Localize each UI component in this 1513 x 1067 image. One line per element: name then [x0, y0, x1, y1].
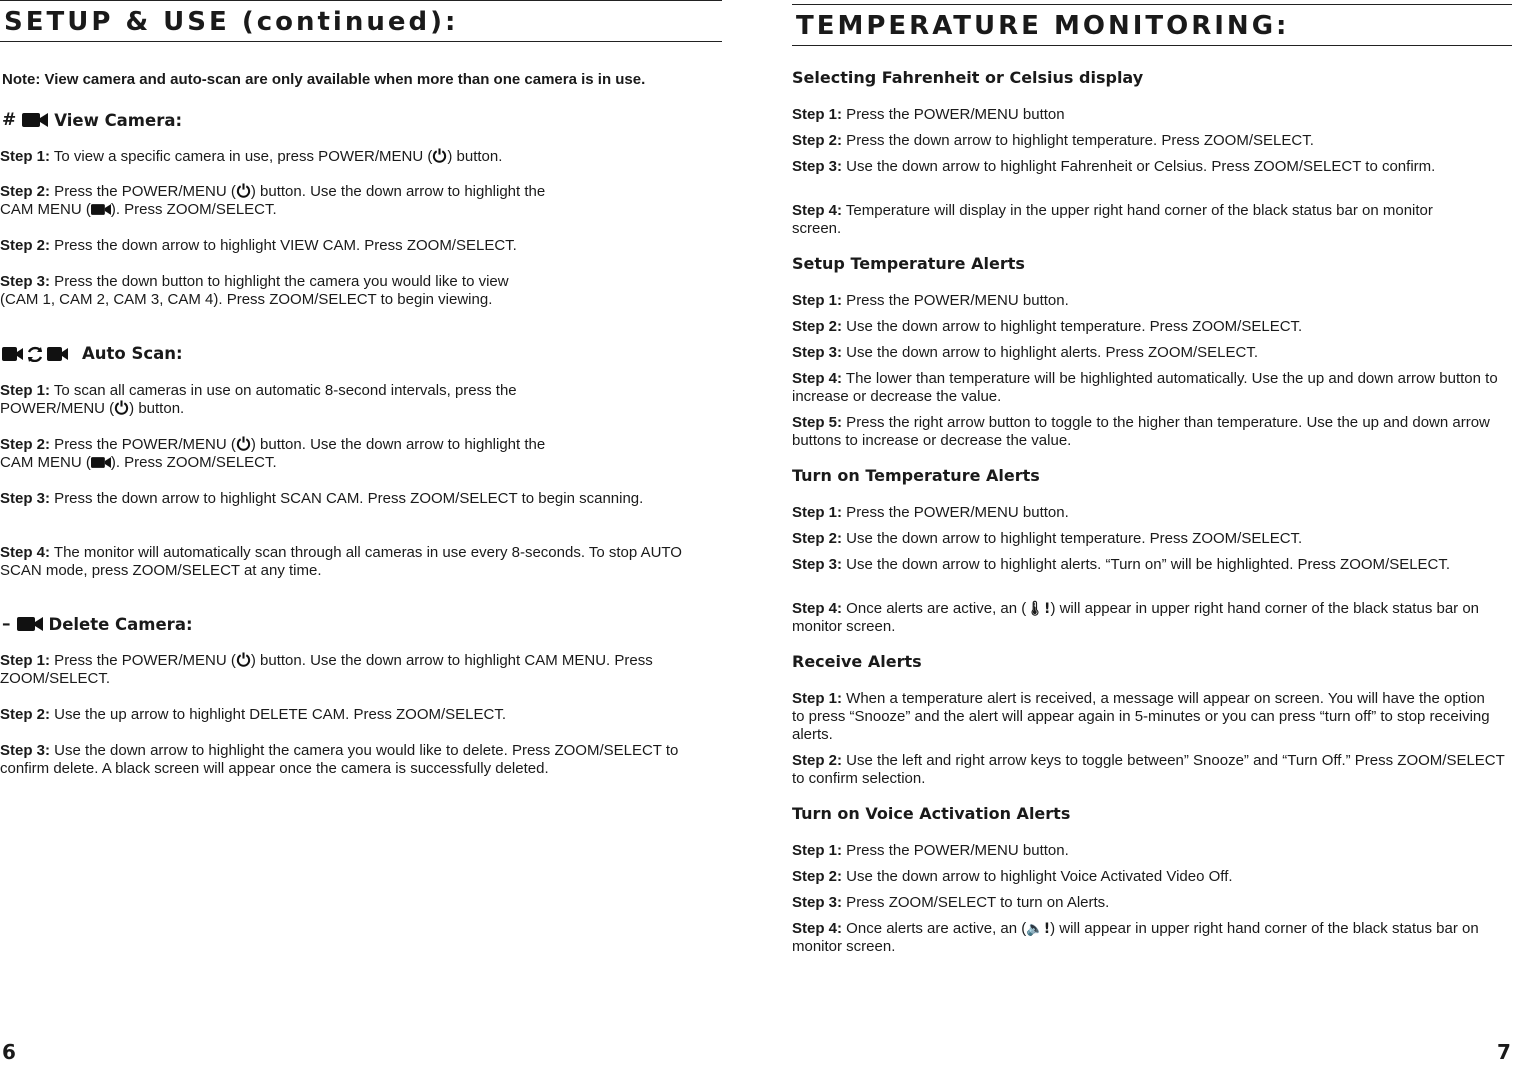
section-title: Delete Camera:	[48, 614, 193, 634]
scan-step-1: Step 1: To scan all cameras in use on automatic 8-second intervals, press the POWER/MENU ( ) button.	[0, 382, 517, 417]
camera-icon	[17, 616, 43, 632]
view-step-3: Step 3: Press the down button to highlight the camera you would like to view (CAM 1, CAM 2, CAM 3, CAM 4). Press ZOOM/SELECT to begin viewing.	[0, 273, 509, 308]
voice-step-3: Step 3: Press ZOOM/SELECT to turn on Alerts.	[792, 894, 1110, 911]
camera-icon	[22, 112, 48, 128]
view-step-2b: Step 2: Press the down arrow to highlight VIEW CAM. Press ZOOM/SELECT.	[0, 237, 517, 254]
setup-step-1: Step 1: Press the POWER/MENU button.	[792, 292, 1069, 309]
power-icon	[236, 436, 251, 451]
setup-step-4: Step 4: The lower than temperature will be highlighted automatically. Use the up and down arrow button to increase or decrease the value.	[792, 370, 1498, 405]
note-text: Note: View camera and auto-scan are only available when more than one camera is in use.	[2, 71, 646, 88]
camera-icon	[91, 456, 111, 469]
view-step-2: Step 2: Press the POWER/MENU ( ) button. Use the down arrow to highlight the CAM MENU ( ). Press ZOOM/SELECT.	[0, 183, 546, 218]
left-page	[0, 0, 722, 777]
turnon-step-3: Step 3: Use the down arrow to highlight alerts. “Turn on” will be highlighted. Press ZOOM/SELECT.	[792, 556, 1451, 573]
section-title: Auto Scan:	[82, 344, 183, 363]
setup-step-3: Step 3: Use the down arrow to highlight alerts. Press ZOOM/SELECT.	[792, 344, 1259, 361]
turnon-step-4: Step 4: Once alerts are active, an (🌡!) will appear in upper right hand corner of the black status bar on monitor screen.	[792, 600, 1480, 635]
power-icon	[114, 400, 129, 415]
fahrenheit-celsius-heading: Selecting Fahrenheit or Celsius display	[792, 68, 1144, 87]
minus-symbol: –	[2, 614, 11, 634]
view-camera-heading	[2, 110, 722, 130]
setup-step-2: Step 2: Use the down arrow to highlight temperature. Press ZOOM/SELECT.	[792, 318, 1303, 335]
turn-on-alerts-heading: Turn on Temperature Alerts	[792, 466, 1040, 485]
delete-step-1: Step 1: Press the POWER/MENU ( ) button. Use the down arrow to highlight CAM MENU. Press ZOOM/SELECT.	[0, 652, 653, 687]
receive-alerts-heading: Receive Alerts	[792, 652, 922, 671]
power-icon	[236, 183, 251, 198]
page-number-right: 7	[1497, 1040, 1511, 1064]
delete-camera-heading	[2, 614, 722, 634]
delete-step-2: Step 2: Use the up arrow to highlight DELETE CAM. Press ZOOM/SELECT.	[0, 706, 507, 723]
turnon-step-1: Step 1: Press the POWER/MENU button.	[792, 504, 1069, 521]
page-number-left: 6	[2, 1040, 16, 1064]
camera-icon	[91, 203, 111, 216]
setup-alerts-heading: Setup Temperature Alerts	[792, 254, 1025, 273]
voice-step-4: Step 4: Once alerts are active, an (🔈!) will appear in upper right hand corner of the black status bar on monitor screen.	[792, 920, 1479, 955]
fc-step-1: Step 1: Press the POWER/MENU button	[792, 106, 1065, 123]
fc-step-3: Step 3: Use the down arrow to highlight Fahrenheit or Celsius. Press ZOOM/SELECT to confirm.	[792, 158, 1436, 175]
fc-step-4: Step 4: Temperature will display in the upper right hand corner of the black status bar on monitor screen.	[792, 202, 1433, 237]
voice-alerts-heading: Turn on Voice Activation Alerts	[792, 804, 1071, 823]
speaker-alert-icon: 🔈!	[1026, 921, 1051, 937]
scan-step-3: Step 3: Press the down arrow to highlight SCAN CAM. Press ZOOM/SELECT to begin scanning.	[0, 490, 644, 507]
scan-step-2: Step 2: Press the POWER/MENU ( ) button. Use the down arrow to highlight the CAM MENU ( ). Press ZOOM/SELECT.	[0, 436, 546, 471]
turnon-step-2: Step 2: Use the down arrow to highlight temperature. Press ZOOM/SELECT.	[792, 530, 1303, 547]
page-title-temperature: TEMPERATURE MONITORING:	[792, 4, 1512, 46]
view-step-1: Step 1: To view a specific camera in use, press POWER/MENU ( ) button.	[0, 148, 503, 165]
fc-step-2: Step 2: Press the down arrow to highlight temperature. Press ZOOM/SELECT.	[792, 132, 1314, 149]
page-title-setup-use: SETUP & USE (continued):	[0, 0, 722, 42]
right-page	[792, 0, 1512, 955]
power-icon	[236, 652, 251, 667]
power-icon	[432, 148, 447, 163]
setup-step-5: Step 5: Press the right arrow button to toggle to the higher than temperature. Use the up and down arrow buttons to increase or decrease the value.	[792, 414, 1490, 449]
auto-scan-heading	[2, 344, 722, 363]
receive-step-1: Step 1: When a temperature alert is received, a message will appear on screen. You will have the option to press “Snooze” and the alert will appear again in 5-minutes or you can press “turn off” to stop receiving alerts.	[792, 690, 1490, 743]
delete-step-3: Step 3: Use the down arrow to highlight the camera you would like to delete. Press ZOOM/SELECT to confirm delete. A black screen will appear once the camera is successfully deleted.	[0, 742, 679, 777]
receive-step-2: Step 2: Use the left and right arrow keys to toggle between” Snooze” and “Turn Off.” Press ZOOM/SELECT to confirm selection.	[792, 752, 1505, 787]
voice-step-1: Step 1: Press the POWER/MENU button.	[792, 842, 1069, 859]
section-title: View Camera:	[54, 110, 183, 130]
hash-symbol: #	[2, 110, 17, 130]
scan-step-4: Step 4: The monitor will automatically scan through all cameras in use every 8-seconds. To stop AUTO SCAN mode, press ZOOM/SELECT at any time.	[0, 544, 682, 579]
auto-scan-icon	[2, 346, 72, 362]
voice-step-2: Step 2: Use the down arrow to highlight Voice Activated Video Off.	[792, 868, 1233, 885]
thermometer-alert-icon: 🌡!	[1026, 601, 1051, 617]
